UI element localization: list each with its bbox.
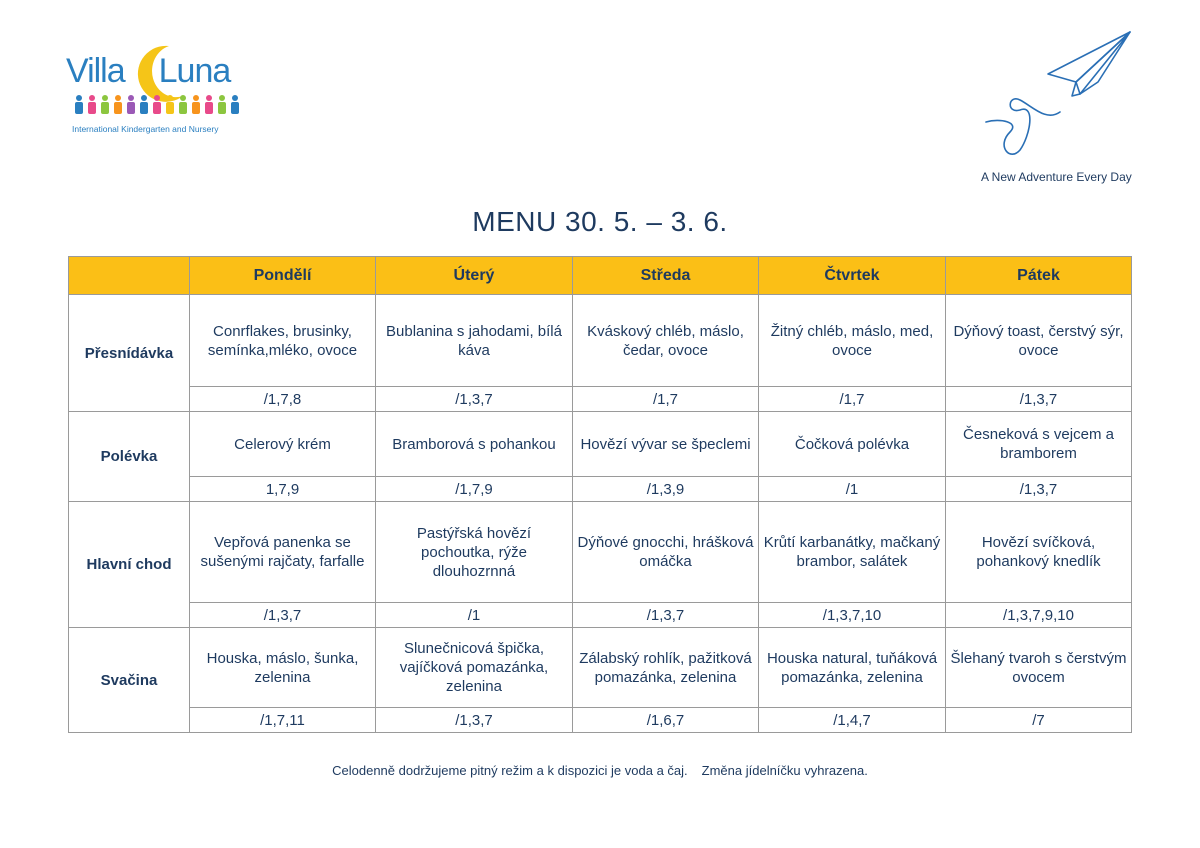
logo-name-luna: Luna <box>158 52 231 90</box>
logo-name-villa: Villa <box>66 52 125 90</box>
allergen-cell: /1,6,7 <box>573 708 759 733</box>
footer-note <box>0 763 1200 778</box>
meal-cell: Bublanina s jahodami, bílá káva <box>376 295 573 387</box>
allergen-cell: /1,3,7 <box>190 603 376 628</box>
row-label: Svačina <box>69 628 190 733</box>
table-row <box>69 502 1132 603</box>
allergen-cell: /1 <box>376 603 573 628</box>
allergen-row <box>69 708 1132 733</box>
children-figures-icon <box>72 94 244 116</box>
menu-title: MENU 30. 5. – 3. 6. <box>472 206 728 237</box>
slogan: A New Adventure Every Day <box>981 170 1132 184</box>
table-header-row <box>69 257 1132 295</box>
meal-cell: Čočková polévka <box>759 412 946 477</box>
meal-cell: Celerový krém <box>190 412 376 477</box>
meal-cell: Vepřová panenka se sušenými rajčaty, farfalle <box>190 502 376 603</box>
allergen-cell: /1,3,7 <box>573 603 759 628</box>
row-label: Hlavní chod <box>69 502 190 628</box>
allergen-cell: /1 <box>759 477 946 502</box>
day-header: Pondělí <box>190 257 376 295</box>
meal-cell: Houska, máslo, šunka, zelenina <box>190 628 376 708</box>
allergen-row <box>69 387 1132 412</box>
meal-cell: Pastýřská hovězí pochoutka, rýže dlouhozrnná <box>376 502 573 603</box>
menu-table <box>68 256 1132 733</box>
meal-cell: Kváskový chléb, máslo, čedar, ovoce <box>573 295 759 387</box>
day-header: Čtvrtek <box>759 257 946 295</box>
meal-cell: Hovězí vývar se špeclemi <box>573 412 759 477</box>
corner-cell <box>69 257 190 295</box>
meal-cell: Bramborová s pohankou <box>376 412 573 477</box>
allergen-cell: /1,7 <box>573 387 759 412</box>
meal-cell: Dýňový toast, čerstvý sýr, ovoce <box>946 295 1132 387</box>
allergen-cell: /1,3,7 <box>376 708 573 733</box>
allergen-cell: /1,4,7 <box>759 708 946 733</box>
row-label: Přesnídávka <box>69 295 190 412</box>
allergen-row <box>69 603 1132 628</box>
meal-cell: Dýňové gnocchi, hrášková omáčka <box>573 502 759 603</box>
villa-luna-logo <box>66 44 246 139</box>
allergen-cell: /1,3,7 <box>946 477 1132 502</box>
allergen-cell: /1,7,9 <box>376 477 573 502</box>
change-note: Změna jídelníčku vyhrazena. <box>701 763 868 778</box>
allergen-cell: /1,3,7,9,10 <box>946 603 1132 628</box>
meal-cell: Houska natural, tuňáková pomazánka, zelenina <box>759 628 946 708</box>
paper-plane-icon <box>980 26 1140 166</box>
logo-subtitle: International Kindergarten and Nursery <box>72 124 219 134</box>
table-row <box>69 412 1132 477</box>
drinks-note: Celodenně dodržujeme pitný režim a k dispozici je voda a čaj. <box>332 763 688 778</box>
table-row <box>69 628 1132 708</box>
meal-cell: Česneková s vejcem a bramborem <box>946 412 1132 477</box>
allergen-row <box>69 477 1132 502</box>
row-label: Polévka <box>69 412 190 502</box>
table-row <box>69 295 1132 387</box>
allergen-cell: /1,3,7 <box>376 387 573 412</box>
meal-cell: Šlehaný tvaroh s čerstvým ovocem <box>946 628 1132 708</box>
allergen-cell: 1,7,9 <box>190 477 376 502</box>
allergen-cell: /7 <box>946 708 1132 733</box>
allergen-cell: /1,7 <box>759 387 946 412</box>
allergen-cell: /1,7,11 <box>190 708 376 733</box>
day-header: Středa <box>573 257 759 295</box>
allergen-cell: /1,3,7,10 <box>759 603 946 628</box>
meal-cell: Hovězí svíčková, pohankový knedlík <box>946 502 1132 603</box>
allergen-cell: /1,3,7 <box>946 387 1132 412</box>
meal-cell: Krůtí karbanátky, mačkaný brambor, salátek <box>759 502 946 603</box>
day-header: Úterý <box>376 257 573 295</box>
allergen-cell: /1,7,8 <box>190 387 376 412</box>
day-header: Pátek <box>946 257 1132 295</box>
meal-cell: Slunečnicová špička, vajíčková pomazánka, zelenina <box>376 628 573 708</box>
meal-cell: Conrflakes, brusinky, semínka,mléko, ovoce <box>190 295 376 387</box>
meal-cell: Žitný chléb, máslo, med, ovoce <box>759 295 946 387</box>
allergen-cell: /1,3,9 <box>573 477 759 502</box>
meal-cell: Zálabský rohlík, pažitková pomazánka, zelenina <box>573 628 759 708</box>
